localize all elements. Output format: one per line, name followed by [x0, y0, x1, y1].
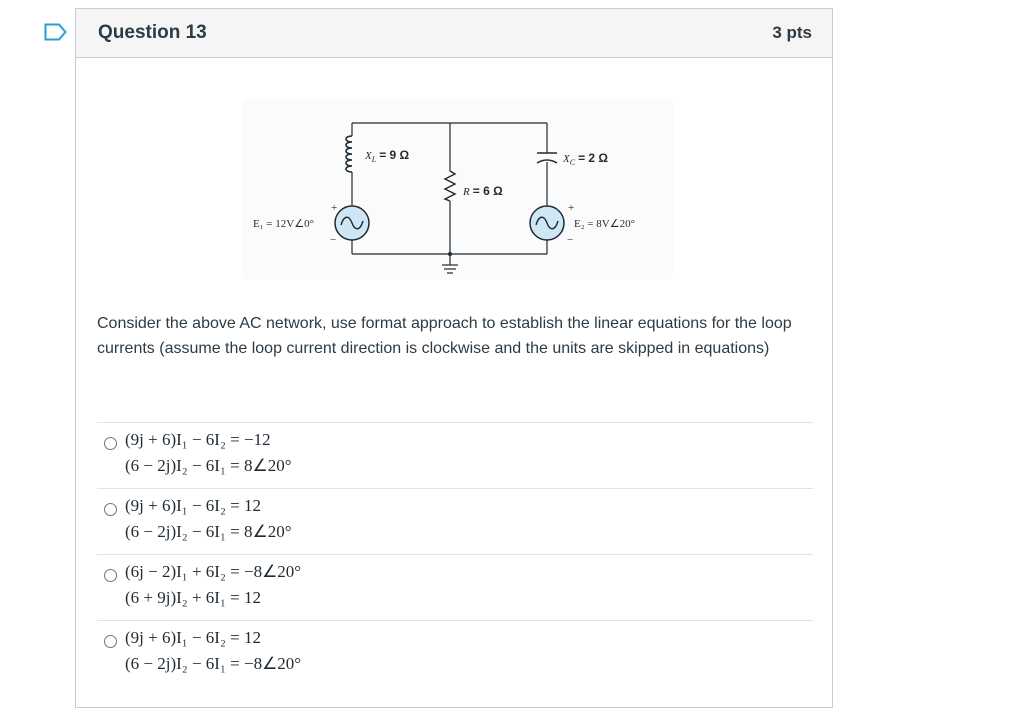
radio-button-4[interactable]: [104, 635, 117, 648]
question-header: [76, 9, 832, 58]
radio-button-2[interactable]: [104, 503, 117, 516]
answer-list: [97, 422, 813, 686]
answer-4-equation-1: (9j + 6)I₁ − 6I₂ = 12: [125, 628, 261, 647]
answer-3-equation-1: (6j − 2)I₁ + 6I₂ = −8∠20°: [125, 562, 302, 581]
answer-3-equation-2: (6 + 9j)I₂ + 6I₁ = 12: [125, 588, 261, 607]
question-text: Consider the above AC network, use format approach to establish the linear equations for the loop currents (assume the loop current direction is clockwise and the units are skipped in equations): [97, 315, 792, 357]
answer-1-equation-2: (6 − 2j)I₂ − 6I₁ = 8∠20°: [125, 456, 292, 475]
question-title: Question 13: [98, 22, 207, 43]
source-e1: [335, 206, 369, 240]
answer-option-1[interactable]: [97, 422, 813, 488]
e1-plus: +: [331, 202, 338, 214]
answer-option-2[interactable]: [97, 488, 813, 554]
answer-2-equation-2: (6 − 2j)I₂ − 6I₁ = 8∠20°: [125, 522, 292, 541]
answer-option-4[interactable]: [97, 620, 813, 686]
answer-2-equation-1: (9j + 6)I₁ − 6I₂ = 12: [125, 496, 261, 515]
xl-label: $X_L = 9$ Ω: [365, 148, 410, 164]
bookmark-icon[interactable]: [44, 23, 68, 41]
question-points: 3 pts: [772, 23, 812, 42]
radio-button-1[interactable]: [104, 437, 117, 450]
e1-minus: −: [330, 234, 337, 246]
circuit-diagram: [243, 99, 673, 279]
radio-button-3[interactable]: [104, 569, 117, 582]
question-card: [75, 8, 833, 708]
xc-label: $X_C = 2$ Ω: [563, 151, 609, 167]
e2-minus: −: [567, 234, 574, 246]
answer-4-equation-2: (6 − 2j)I₂ − 6I₁ = −8∠20°: [125, 654, 302, 673]
e2-plus: +: [568, 202, 575, 214]
r-label: R = 6 Ω: [463, 184, 503, 198]
e2-label: E₂ = 8V∠20°: [574, 218, 635, 230]
e1-label: E₁ = 12V∠0°: [253, 218, 314, 230]
source-e2: [530, 206, 564, 240]
answer-1-equation-1: (9j + 6)I₁ − 6I₂ = −12: [125, 430, 271, 449]
ground-node: [448, 252, 452, 256]
answer-option-3[interactable]: [97, 554, 813, 620]
